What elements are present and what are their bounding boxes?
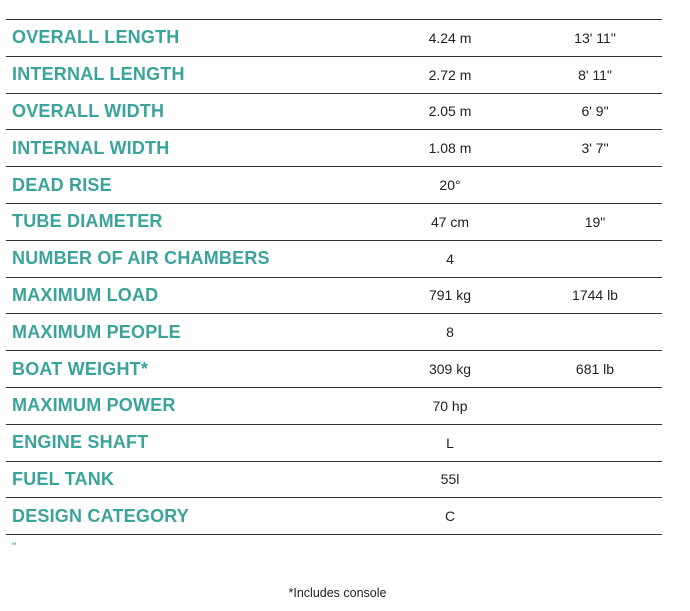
spec-metric-value: 791 kg <box>428 287 472 304</box>
spec-imperial-value <box>528 314 662 351</box>
spec-metric-value: 8 <box>446 324 454 341</box>
spec-label: ENGINE SHAFT <box>12 432 149 453</box>
spec-row <box>6 93 662 130</box>
spec-imperial-value <box>528 167 662 204</box>
spec-row <box>6 240 662 277</box>
spec-metric-value: 1.08 m <box>428 140 472 157</box>
spec-label: MAXIMUM PEOPLE <box>12 321 181 342</box>
spec-row <box>6 203 662 240</box>
spec-metric-value: 2.05 m <box>428 103 472 120</box>
spec-metric-value: 47 cm <box>430 213 470 230</box>
spec-label: DEAD RISE <box>12 174 112 195</box>
spec-imperial-value: 19" <box>584 213 606 230</box>
spec-label: FUEL TANK <box>12 468 115 489</box>
spec-label: OVERALL WIDTH <box>12 100 165 121</box>
spec-label: INTERNAL LENGTH <box>12 64 185 85</box>
spec-label: INTERNAL WIDTH <box>12 137 170 158</box>
spec-row <box>6 387 662 424</box>
spec-row <box>6 20 662 57</box>
spec-row <box>6 314 662 351</box>
spec-imperial-value <box>528 498 662 535</box>
spec-label: MAXIMUM LOAD <box>12 284 159 305</box>
spec-label: OVERALL LENGTH <box>12 27 180 48</box>
spec-label: MAXIMUM POWER <box>12 395 176 416</box>
spec-label: BOAT WEIGHT* <box>12 358 149 379</box>
spec-metric-value: 2.72 m <box>428 66 472 83</box>
spec-imperial-value: 681 lb <box>575 361 615 378</box>
spec-metric-value: C <box>444 508 456 525</box>
spec-imperial-value <box>528 461 662 498</box>
spec-row <box>6 498 662 535</box>
spec-table-body <box>6 20 662 535</box>
spec-imperial-value <box>528 424 662 461</box>
spec-imperial-value: 8' 11" <box>578 66 612 83</box>
spec-metric-value: 4 <box>446 250 454 267</box>
spec-metric-value: 309 kg <box>428 361 472 378</box>
spec-label: TUBE DIAMETER <box>12 211 163 232</box>
spec-row <box>6 167 662 204</box>
spec-row <box>6 56 662 93</box>
spec-imperial-value: 6' 9" <box>581 103 609 120</box>
spec-imperial-value: 13' 11" <box>574 29 616 46</box>
spec-row <box>6 461 662 498</box>
spec-label: DESIGN CATEGORY <box>12 505 190 526</box>
spec-imperial-value: 3' 7" <box>581 140 609 157</box>
spec-metric-value: 70 hp <box>432 397 468 414</box>
spec-row <box>6 351 662 388</box>
spec-metric-value: 4.24 m <box>428 29 472 46</box>
spec-label: NUMBER OF AIR CHAMBERS <box>12 248 270 269</box>
spec-metric-value: 55l <box>440 471 460 488</box>
ditto-mark: " <box>12 540 17 554</box>
spec-imperial-value <box>528 387 662 424</box>
spec-metric-value: 20° <box>439 177 461 194</box>
spec-row <box>6 130 662 167</box>
footnote: *Includes console <box>288 586 387 600</box>
spec-row <box>6 424 662 461</box>
spec-imperial-value <box>528 240 662 277</box>
spec-metric-value: L <box>446 434 454 451</box>
spec-row <box>6 277 662 314</box>
spec-imperial-value: 1744 lb <box>572 287 618 304</box>
spec-table <box>6 19 662 535</box>
